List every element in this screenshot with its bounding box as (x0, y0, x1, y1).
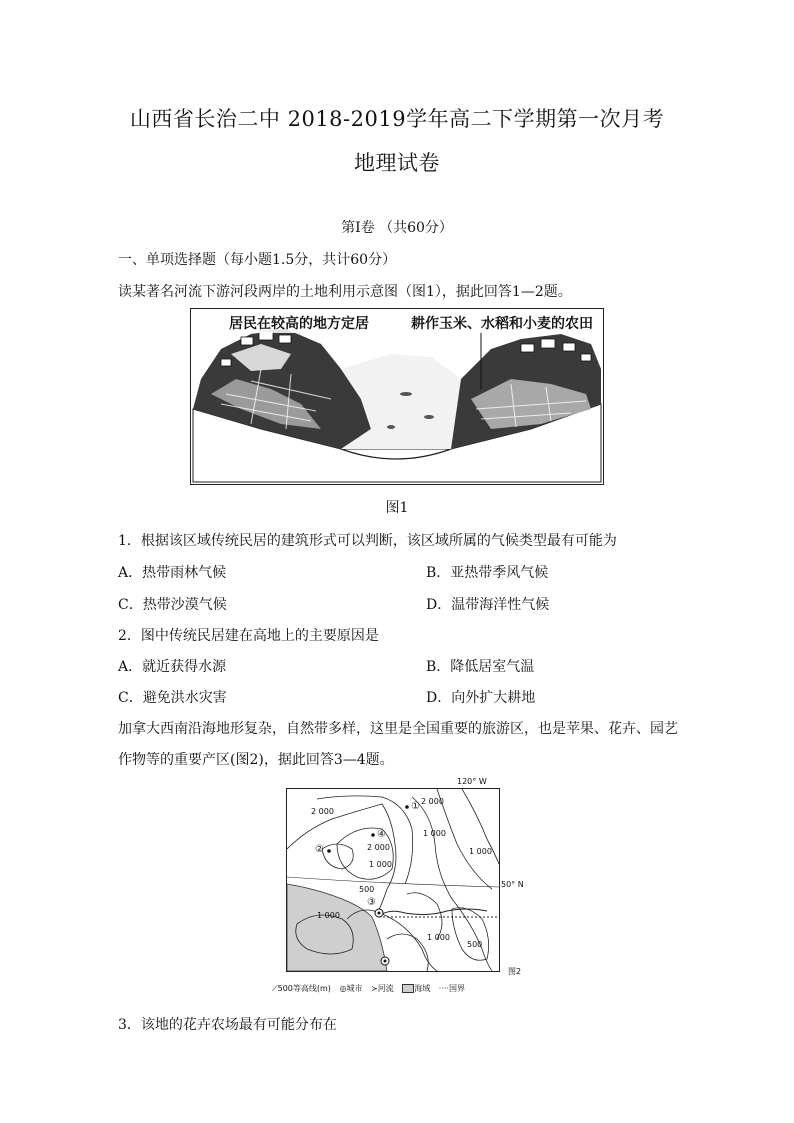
exam-title-line2: 地理试卷 (354, 151, 440, 175)
legend-city: 城市 (346, 984, 363, 993)
question1-option-a: A．热带雨林气候 (118, 565, 227, 581)
question2-stem: 2．图中传统民居建在高地上的主要原因是 (118, 628, 379, 644)
contour-label: 1 000 (317, 911, 340, 920)
contour-label: 1 000 (423, 829, 446, 838)
part-heading: 一、单项选择题（每小题1.5分，共计60分） (118, 252, 397, 268)
question2-option-d: D．向外扩大耕地 (426, 690, 536, 706)
intro-figure1: 读某著名河流下游河段两岸的土地利用示意图（图1），据此回答1—2题。 (118, 284, 572, 300)
marker-3: ③ (367, 897, 376, 908)
question1-option-c: C．热带沙漠气候 (118, 597, 227, 613)
figure2-contour-map (286, 788, 500, 972)
question1-option-d: D．温带海洋性气候 (426, 597, 550, 613)
exam-title-line1: 山西省长治二中 2018-2019学年高二下学期第一次月考 (129, 107, 665, 131)
intro-figure2-line2: 作物等的重要产区(图2)，据此回答3—4题。 (118, 752, 394, 768)
sea-icon (402, 984, 414, 993)
question2-option-a: A．就近获得水源 (118, 659, 227, 675)
figure2-caption: 图2 (508, 967, 522, 976)
contour-label: 2 000 (421, 797, 444, 806)
legend-river: 河流 (377, 984, 394, 993)
legend-sea: 海域 (414, 984, 431, 993)
contour-line-icon: ⟋ (272, 984, 278, 993)
map-legend (272, 983, 465, 994)
question3-stem: 3．该地的花卉农场最有可能分布在 (118, 1017, 337, 1033)
intro-figure2-line1: 加拿大西南沿海地形复杂，自然带多样，这里是全国重要的旅游区，也是苹果、花卉、园艺 (118, 721, 678, 737)
city-icon: ◎ (339, 984, 347, 993)
contour-label: 1 000 (427, 933, 450, 942)
river-icon: ≻ (371, 984, 378, 993)
legend-border: 国界 (448, 984, 465, 993)
latitude-label: 50° N (501, 880, 524, 889)
contour-label: 1 000 (369, 860, 392, 869)
question1-stem: 1．根据该区域传统民居的建筑形式可以判断，该区域所属的气候类型最有可能为 (118, 533, 617, 549)
figure1-caption: 图1 (385, 500, 409, 516)
contour-label: 500 (359, 885, 375, 894)
figure1-label-settlement: 居民在较高的地方定居 (227, 313, 371, 333)
question2-option-b: B．降低居室气温 (426, 659, 535, 675)
contour-label: 1 000 (469, 847, 492, 856)
legend-contour: 500等高线(m) (277, 984, 331, 993)
volume-heading: 第Ⅰ卷 （共60分） (341, 220, 453, 236)
marker-4: ④ (377, 829, 386, 840)
border-icon: ···· (438, 984, 449, 993)
marker-2: ② (315, 844, 324, 855)
river-landscape-drawing (191, 309, 603, 484)
longitude-label: 120° W (457, 777, 487, 786)
question1-option-b: B．亚热带季风气候 (426, 565, 549, 581)
contour-label: 500 (467, 940, 483, 949)
figure1-label-farmland: 耕作玉米、水稻和小麦的农田 (409, 313, 595, 333)
contour-label: 2 000 (367, 843, 390, 852)
marker-1: ① (411, 801, 420, 812)
figure1-illustration (190, 308, 604, 485)
contour-label: 2 000 (311, 807, 334, 816)
question2-option-c: C．避免洪水灾害 (118, 690, 227, 706)
